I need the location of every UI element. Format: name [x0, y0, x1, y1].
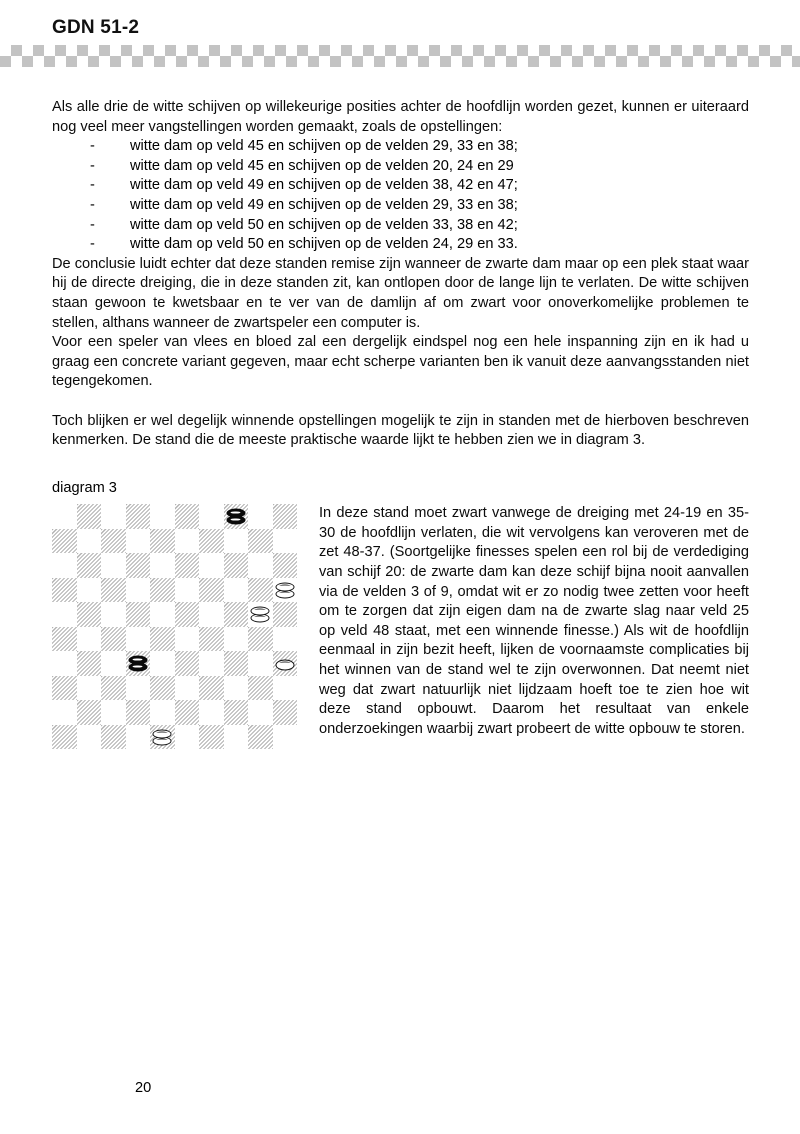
list-item-label: witte dam op veld 49 en schijven op de velden 29, 33 en 38; — [130, 196, 518, 213]
board-square-light — [248, 504, 273, 529]
board-square-dark — [248, 725, 273, 750]
list-item-label: witte dam op veld 50 en schijven op de velden 33, 38 en 42; — [130, 216, 518, 233]
paragraph-conclusie: De conclusie luidt echter dat deze standen remise zijn wanneer de zwarte dam maar op een plek staat waar hij de directe dreiging, die in deze standen zit, kan ontlopen door de lange lijn te verlaten. De witte schijven staan gewoon te kwetsbaar en te ver van de damlijn af om zwart voor onoverkomelijke problemen te stellen, althans wanneer de zwartspeler een computer is. — [52, 255, 749, 331]
paragraph-side-analysis: In deze stand moet zwart vanwege de dreiging met 24-19 en 35-30 de hoofdlijn verlaten, die wit vervolgens kan veroveren met de zet 48-37. (Soortgelijke finesses spelen een rol bij de verdediging van schijf 20: de zwarte dam kan deze schijf bijna nooit aanvallen via de velden 3 of 9, omdat wit er zo nodig twee zetten voor heeft om te zorgen dat zijn eigen dam na de zwarte slag naar veld 25 op veld 48 staat, met een winnende finesse.) Als wit de hoofdlijn eenmaal in zijn bezit heeft, lijken de voornaamste complicaties bij het winnen van de stand wel te zijn overwonnen. Dat neemt niet weg dat zwart natuurlijk niet lijdzaam hoeft toe te zien hoe wit deze stand opbouwt. Daarom het resultaat van enkele onderzoekingen waarbij zwart probeert de witte opbouw te storen. — [319, 505, 749, 737]
board-square-dark — [199, 529, 224, 554]
board-square-light — [126, 627, 151, 652]
piece-black-king-icon — [226, 507, 245, 526]
paragraph-intro: Als alle drie de witte schijven op willekeurige posities achter de hoofdlijn worden gezet, kunnen er uiteraard nog veel meer vangstellingen worden gemaakt, zoals de opstellingen: — [52, 99, 749, 135]
board-square-dark — [126, 504, 151, 529]
checkerboard-rule-row-bottom — [0, 56, 800, 67]
board-square-light — [52, 602, 77, 627]
list-item-label: witte dam op veld 45 en schijven op de velden 20, 24 en 29 — [130, 157, 514, 174]
page-title: GDN 51-2 — [52, 17, 140, 38]
board-square-light — [248, 700, 273, 725]
board-square-dark — [150, 676, 175, 701]
diagram-section — [52, 504, 749, 751]
board-square-light — [150, 602, 175, 627]
piece-disc — [275, 582, 294, 591]
board-square-dark — [77, 700, 102, 725]
checkerboard-rule-row-top — [0, 45, 800, 56]
board-square-light — [150, 553, 175, 578]
board-square-light — [199, 602, 224, 627]
board-square-light — [77, 676, 102, 701]
board-square-dark — [224, 651, 249, 676]
list-marker: - — [90, 157, 95, 174]
board-square-dark — [248, 676, 273, 701]
board-square-light — [101, 602, 126, 627]
board-square-light — [101, 553, 126, 578]
board-square-light — [126, 725, 151, 750]
board-square-dark — [101, 725, 126, 750]
board-square-dark — [273, 651, 298, 676]
board-square-dark — [273, 553, 298, 578]
board-square-dark — [126, 602, 151, 627]
board-square-dark — [175, 553, 200, 578]
board-square-light — [273, 725, 298, 750]
board-square-light — [150, 504, 175, 529]
board-square-light — [199, 553, 224, 578]
board-square-light — [199, 504, 224, 529]
board-square-dark — [150, 627, 175, 652]
board-square-dark — [199, 725, 224, 750]
board-square-light — [52, 700, 77, 725]
board-square-dark — [77, 651, 102, 676]
board-square-dark — [101, 627, 126, 652]
piece-disc — [275, 659, 294, 670]
board-square-dark — [126, 553, 151, 578]
vangstellingen-list — [52, 137, 749, 255]
board-square-dark — [273, 700, 298, 725]
board-square-light — [224, 627, 249, 652]
board-square-light — [175, 529, 200, 554]
board-square-light — [273, 578, 298, 603]
board-square-dark — [224, 553, 249, 578]
board-square-light — [248, 602, 273, 627]
board-square-light — [224, 529, 249, 554]
board-square-dark — [52, 529, 77, 554]
board-square-light — [77, 627, 102, 652]
board-square-light — [101, 651, 126, 676]
board-square-light — [273, 627, 298, 652]
board-square-light — [175, 725, 200, 750]
board-square-light — [52, 553, 77, 578]
board-square-light — [248, 553, 273, 578]
board-square-light — [199, 651, 224, 676]
board-square-dark — [224, 504, 249, 529]
board-square-light — [150, 700, 175, 725]
board-square-dark — [199, 627, 224, 652]
board-square-light — [126, 578, 151, 603]
board-square-dark — [101, 529, 126, 554]
list-item — [52, 196, 749, 216]
board-square-dark — [199, 676, 224, 701]
page-number: 20 — [135, 1080, 152, 1096]
board-square-dark — [248, 529, 273, 554]
board-square-light — [126, 676, 151, 701]
page-header — [0, 0, 800, 70]
piece-white-man-icon — [275, 654, 294, 673]
list-marker: - — [90, 196, 95, 213]
board-square-dark — [273, 504, 298, 529]
board-square-light — [248, 651, 273, 676]
board-square-light — [224, 725, 249, 750]
piece-white-king-icon — [153, 728, 172, 747]
board-square-dark — [175, 651, 200, 676]
checkerboard-rule — [0, 45, 800, 67]
board-square-dark — [52, 627, 77, 652]
board-square-light — [126, 529, 151, 554]
draughts-board — [52, 504, 297, 749]
board-square-dark — [248, 578, 273, 603]
board-square-light — [52, 651, 77, 676]
piece-white-king-icon — [251, 605, 270, 624]
board-square-dark — [150, 725, 175, 750]
list-marker: - — [90, 236, 95, 253]
board-square-dark — [77, 602, 102, 627]
piece-white-king-icon — [275, 581, 294, 600]
board-square-light — [273, 676, 298, 701]
board-square-light — [101, 504, 126, 529]
list-item-label: witte dam op veld 50 en schijven op de velden 24, 29 en 33. — [130, 236, 518, 253]
board-square-dark — [224, 602, 249, 627]
paragraph-toch: Toch blijken er wel degelijk winnende opstellingen mogelijk te zijn in standen met de hierboven beschreven kenmerken. De stand die de meeste praktische waarde lijkt te hebben zien we in diagram 3. — [52, 412, 749, 449]
piece-disc — [251, 607, 270, 616]
piece-black-king-icon — [128, 654, 147, 673]
board-square-dark — [52, 578, 77, 603]
board-square-dark — [224, 700, 249, 725]
board-square-light — [175, 578, 200, 603]
page-content — [52, 98, 749, 751]
board-square-light — [175, 676, 200, 701]
board-square-dark — [175, 602, 200, 627]
board-square-dark — [77, 504, 102, 529]
diagram-caption: diagram 3 — [52, 479, 117, 496]
board-square-light — [77, 578, 102, 603]
board-square-light — [273, 529, 298, 554]
board-square-dark — [101, 676, 126, 701]
list-item — [52, 157, 749, 177]
board-square-dark — [52, 676, 77, 701]
list-item — [52, 137, 749, 157]
list-item — [52, 235, 749, 255]
board-square-light — [175, 627, 200, 652]
list-item-label: witte dam op veld 45 en schijven op de velden 29, 33 en 38; — [130, 138, 518, 155]
list-item-label: witte dam op veld 49 en schijven op de velden 38, 42 en 47; — [130, 177, 518, 194]
board-square-light — [224, 676, 249, 701]
list-marker: - — [90, 216, 95, 233]
list-marker: - — [90, 138, 95, 155]
board-square-light — [77, 725, 102, 750]
board-square-dark — [150, 578, 175, 603]
board-square-light — [52, 504, 77, 529]
board-container — [52, 504, 297, 749]
piece-disc — [128, 656, 147, 665]
board-square-light — [101, 700, 126, 725]
list-item — [52, 216, 749, 236]
board-square-dark — [126, 700, 151, 725]
board-square-light — [77, 529, 102, 554]
board-square-light — [224, 578, 249, 603]
board-square-dark — [150, 529, 175, 554]
board-square-dark — [52, 725, 77, 750]
board-square-dark — [248, 627, 273, 652]
board-square-dark — [175, 700, 200, 725]
board-square-light — [199, 700, 224, 725]
board-square-dark — [273, 602, 298, 627]
board-square-dark — [175, 504, 200, 529]
piece-disc — [226, 509, 245, 518]
paragraph-speler: Voor een speler van vlees en bloed zal een dergelijk eindspel nog een hele inspanning zijn en ik had u graag een concrete variant gegeven, maar echt scherpe varianten ben ik vanuit deze aanvangsstanden niet tegengekomen. — [52, 334, 749, 390]
list-item — [52, 176, 749, 196]
board-square-dark — [126, 651, 151, 676]
board-square-dark — [101, 578, 126, 603]
list-marker: - — [90, 177, 95, 194]
board-square-dark — [199, 578, 224, 603]
piece-disc — [153, 729, 172, 738]
board-square-light — [150, 651, 175, 676]
board-square-dark — [77, 553, 102, 578]
